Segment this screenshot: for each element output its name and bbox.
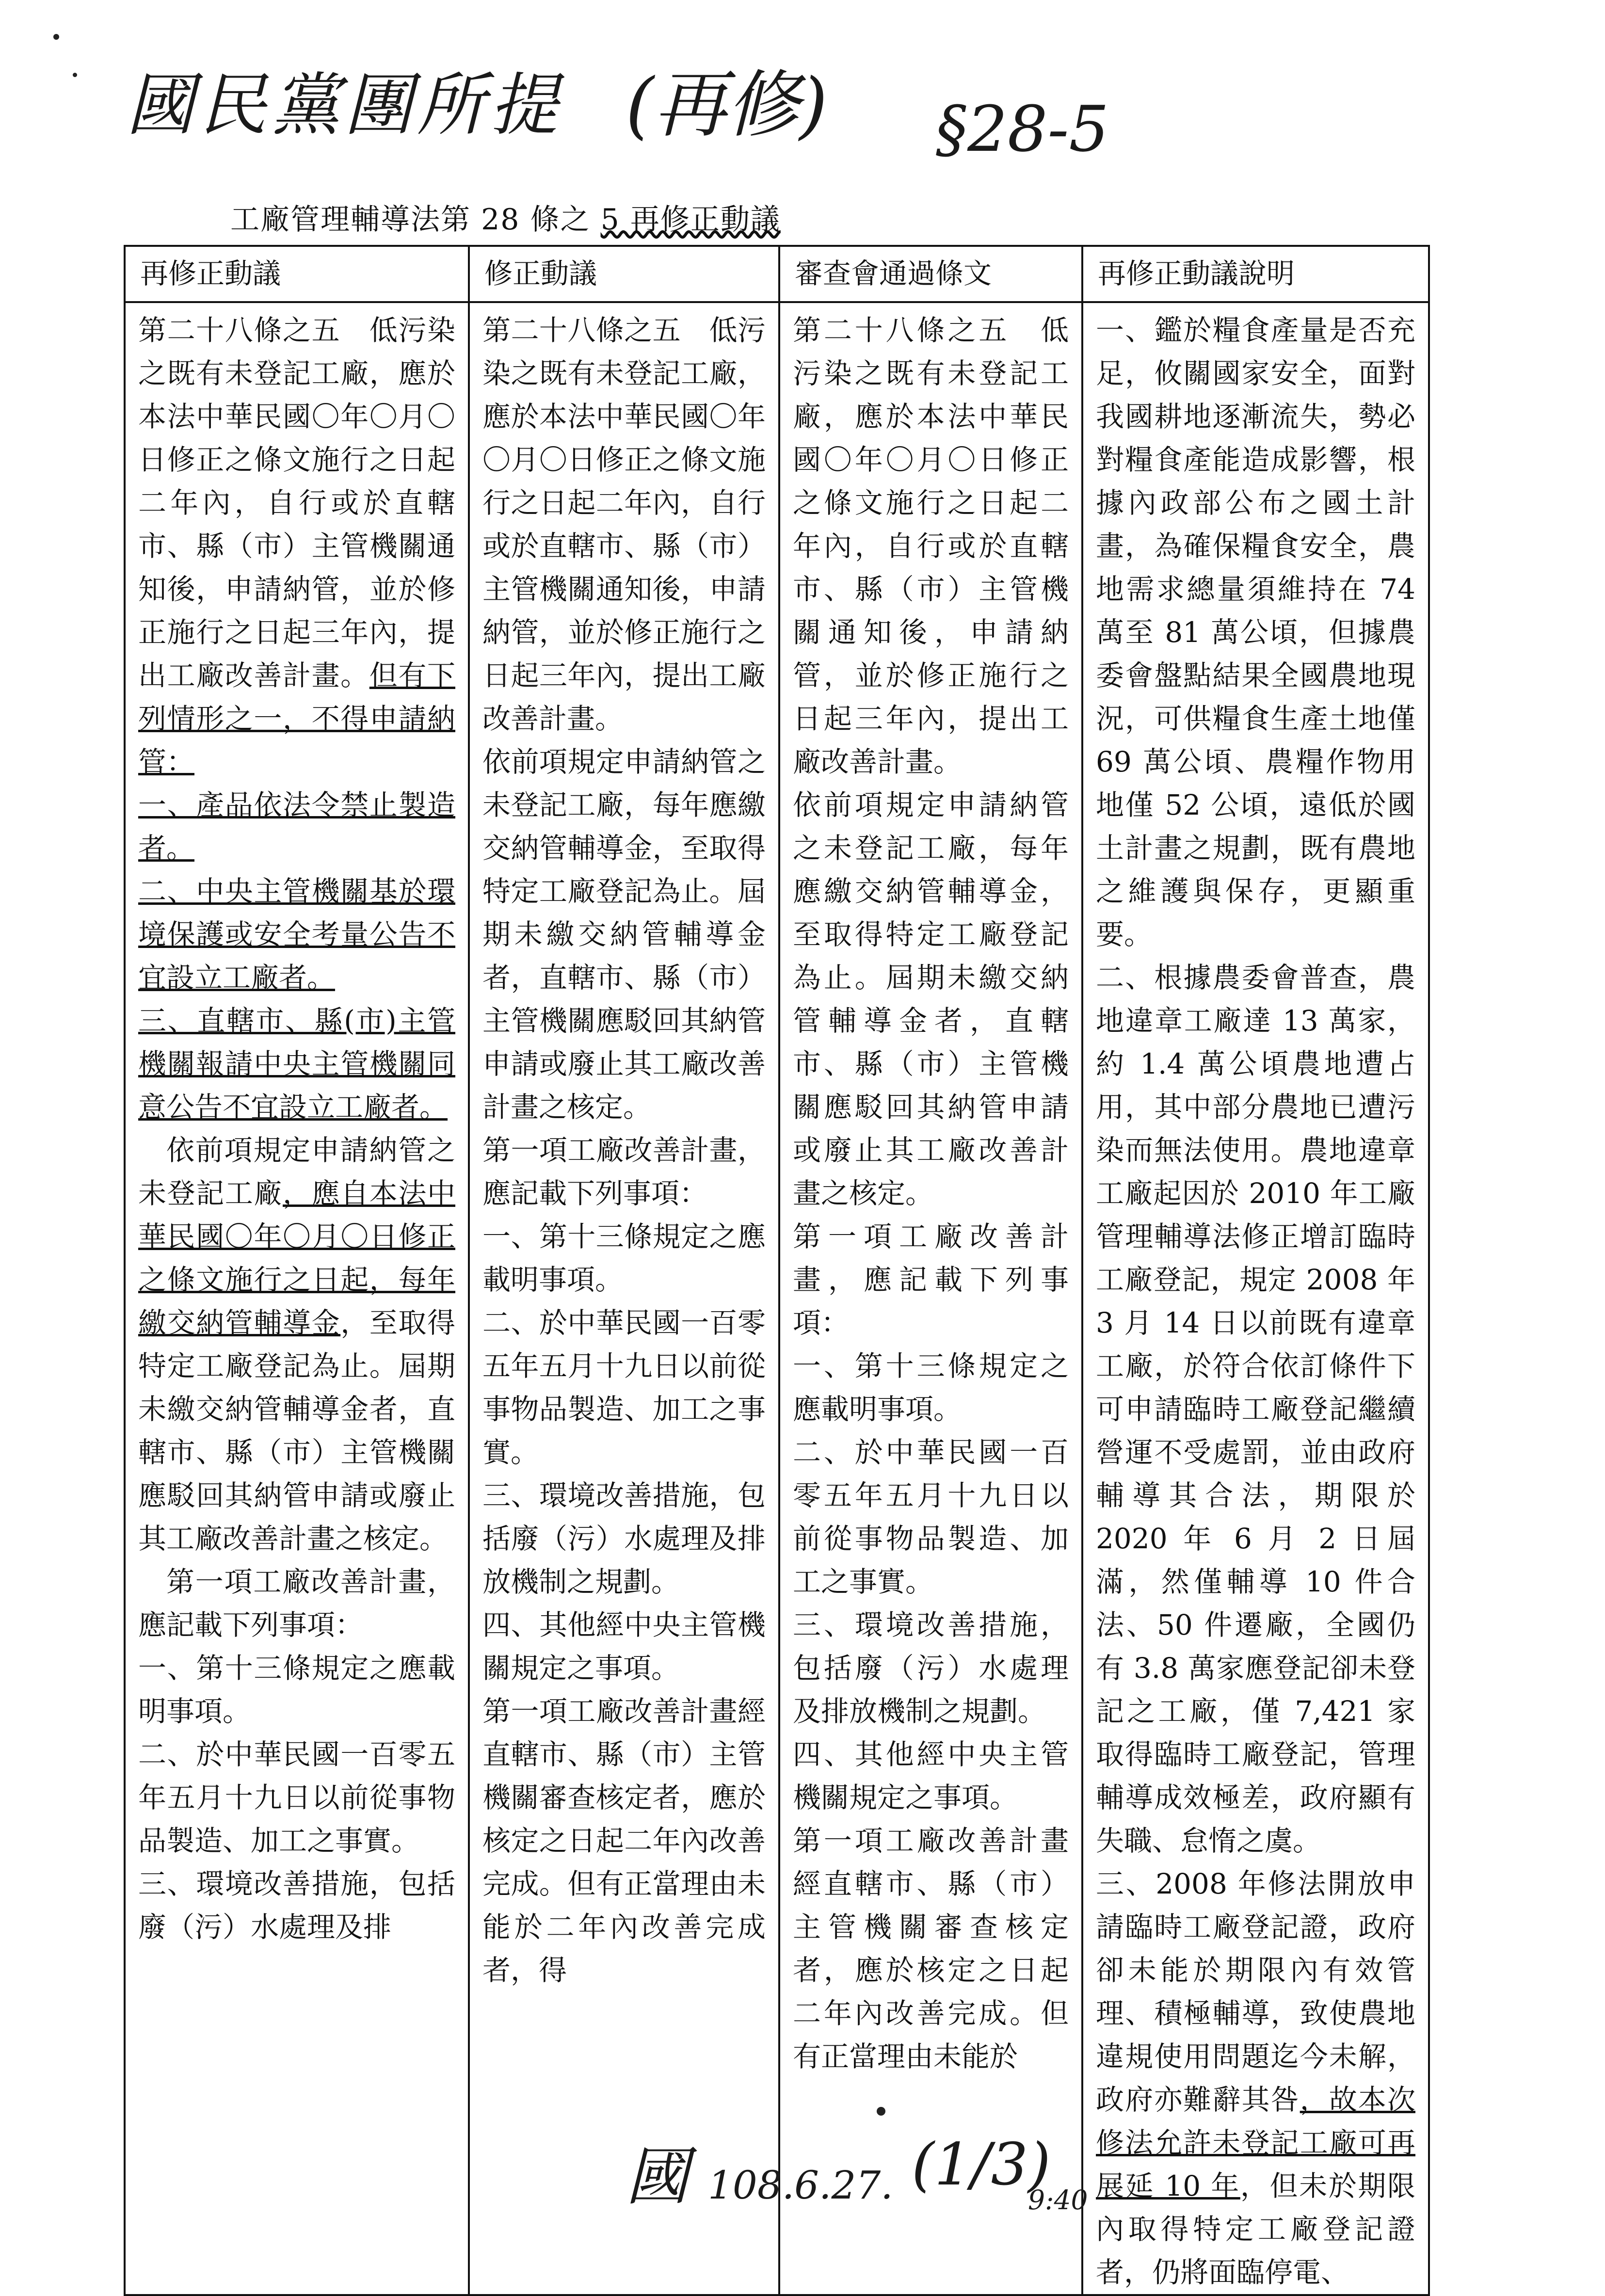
- handwritten-date: 108.6.27.: [708, 2163, 893, 2208]
- re-amendment-list-item: 一、第十三條規定之應載明事項。: [138, 1652, 455, 1728]
- column-header-explanation: 再修正動議說明: [1082, 246, 1429, 302]
- re-amendment-paragraph-3: 第一項工廠改善計畫，應記載下列事項：: [138, 1565, 455, 1641]
- handwritten-note-section: §28-5: [936, 92, 1109, 166]
- column-header-re-amendment: 再修正動議: [125, 246, 469, 302]
- re-amendment-underlined-clause: 但有下列情形之一，不得申請納管：: [138, 659, 455, 778]
- committee-paragraph-1: 第二十八條之五 低污染之既有未登記工廠，應於本法中華民國〇年〇月〇日修正之條文施行之日起二年內，自行或於直轄市、縣（市）主管機關通知後，申請納管，並於修正施行之日起三年內，提出工廠改善計畫。: [793, 314, 1069, 778]
- amendment-paragraph-1: 第二十八條之五 低污染之既有未登記工廠，應於本法中華民國〇年〇月〇日修正之條文施行之日起二年內，自行或於直轄市、縣（市）主管機關通知後，申請納管，並於修正施行之日起三年內，提出工廠改善計畫。: [482, 314, 766, 735]
- amendment-paragraph-2: 依前項規定申請納管之未登記工廠，每年應繳交納管輔導金，至取得特定工廠登記為止。屆期未繳交納管輔導金者，直轄市、縣（市）主管機關應駁回其納管申請或廢止其工廠改善計畫之核定。: [482, 745, 766, 1124]
- handwritten-receipt-mark: 國: [626, 2140, 689, 2214]
- committee-list-item: 二、於中華民國一百零五年五月十九日以前從事物品製造、加工之事實。: [793, 1436, 1069, 1598]
- explanation-point-2: 二、根據農委會普查，農地違章工廠達 13 萬家，約 1.4 萬公頃農地遭占用，其中部分農地已遭污染而無法使用。農地違章工廠起因於 2010 年工廠管理輔導法修正增訂臨時工廠登記，規定 2008 年 3 月 14 日以前既有違章工廠，於符合依訂條件下可申請臨時工廠登記繼續營運不受處罰，並由政府輔導其合法，期限於 2020 年 6 月 2 日屆滿，然僅輔導 10 件合法、50 件遷廠，全國仍有 3.8 萬家應登記卻未登記之工廠，僅 7,421 家取得臨時工廠登記，管理輔導成效極差，政府顯有失職、怠惰之虞。: [1096, 961, 1415, 1857]
- re-amendment-paragraph-2: 依前項規定申請納管之未登記工廠，應自本法中華民國〇年〇月〇日修正之條文施行之日起，每年繳交納管輔導金，至取得特定工廠登記為止。屆期未繳交納管輔導金者，直轄市、縣（市）主管機關應駁回其納管申請或廢止其工廠改善計畫之核定。: [138, 1134, 455, 1555]
- handwritten-note-revision: (再修): [626, 63, 828, 147]
- table-header-row: [125, 246, 1429, 302]
- title-underlined: 5 再修正動議: [600, 203, 781, 237]
- committee-list-item: 四、其他經中央主管機關規定之事項。: [793, 1738, 1069, 1814]
- handwritten-page-number: (1/3): [912, 2131, 1051, 2199]
- committee-list-item: 一、第十三條規定之應載明事項。: [793, 1349, 1069, 1426]
- amendment-list-item: 四、其他經中央主管機關規定之事項。: [482, 1608, 766, 1685]
- amendment-list-item: 二、於中華民國一百零五年五月十九日以前從事物品製造、加工之事實。: [482, 1306, 766, 1469]
- re-amendment-cell: [125, 302, 469, 2295]
- ink-mark: [73, 73, 77, 77]
- table-body-row: [125, 302, 1429, 2295]
- committee-list-item: 三、環境改善措施，包括廢（污）水處理及排放機制之規劃。: [793, 1608, 1069, 1728]
- re-amendment-list-item: 三、環境改善措施，包括廢（污）水處理及排: [138, 1867, 455, 1943]
- amendment-paragraph-3: 第一項工廠改善計畫，應記載下列事項：: [482, 1134, 766, 1210]
- re-amendment-list-item: 二、於中華民國一百零五年五月十九日以前從事物品製造、加工之事實。: [138, 1738, 455, 1857]
- document-title: [230, 196, 781, 238]
- amendment-list-item: 一、第十三條規定之應載明事項。: [482, 1220, 766, 1296]
- title-text: 工廠管理輔導法第 28 條之: [230, 203, 591, 237]
- re-amendment-item-3: 三、直轄市、縣(市)主管機關報請中央主管機關同意公告不宜設立工廠者。: [138, 1004, 455, 1124]
- amendment-list-item: 三、環境改善措施，包括廢（污）水處理及排放機制之規劃。: [482, 1479, 766, 1598]
- explanation-point-3: 三、2008 年修法開放申請臨時工廠登記證，政府卻未能於期限內有效管理、積極輔導，致使農地違規使用問題迄今未解，政府亦難辭其咎，故本次修法允許未登記工廠可再展延 10 年，但未於期限內取得特定工廠登記證者，仍將面臨停電、: [1096, 1867, 1415, 2289]
- re-amendment-item-1: 一、產品依法令禁止製造者。: [138, 788, 455, 865]
- explanation-point-1: 一、鑑於糧食產量是否充足，攸關國家安全，面對我國耕地逐漸流失，勢必對糧食產能造成影響，根據內政部公布之國土計畫，為確保糧食安全，農地需求總量須維持在 74 萬至 81 萬公頃，但據農委會盤點結果全國農地現況，可供糧食生產土地僅 69 萬公頃、農糧作物用地僅 52 公頃，遠低於國土計畫之規劃，既有農地之維護與保存，更顯重要。: [1096, 314, 1415, 951]
- column-header-committee-text: 審查會通過條文: [779, 246, 1082, 302]
- committee-paragraph-3: 第一項工廠改善計畫，應記載下列事項：: [793, 1220, 1069, 1339]
- amendment-cell: [469, 302, 779, 2295]
- explanation-cell: [1082, 302, 1429, 2295]
- re-amendment-item-2: 二、中央主管機關基於環境保護或安全考量公告不宜設立工廠者。: [138, 875, 455, 994]
- re-amendment-paragraph-1: 第二十八條之五 低污染之既有未登記工廠，應於本法中華民國〇年〇月〇日修正之條文施行之日起二年內，自行或於直轄市、縣（市）主管機關通知後，申請納管，並於修正施行之日起三年內，提出工廠改善計畫。但有下列情形之一，不得申請納管：: [138, 314, 455, 778]
- committee-paragraph-2: 依前項規定申請納管之未登記工廠，每年應繳交納管輔導金，至取得特定工廠登記為止。屆期未繳交納管輔導金者，直轄市、縣（市）主管機關應駁回其納管申請或廢止其工廠改善計畫之核定。: [793, 788, 1069, 1210]
- handwritten-time: 9:40: [1028, 2184, 1088, 2216]
- ink-mark: [53, 34, 59, 40]
- committee-text-cell: [779, 302, 1082, 2295]
- explanation-underlined-extension: ，故本次修法允許未登記工廠可再展延 10 年: [1096, 2083, 1415, 2202]
- column-header-amendment: 修正動議: [469, 246, 779, 302]
- re-amendment-underlined-fee: ，應自本法中華民國〇年〇月〇日修正之條文施行之日起，每年繳交納管輔導金: [138, 1177, 455, 1339]
- amendment-comparison-table: [124, 245, 1430, 2296]
- handwritten-note-header: 國民黨團所提: [126, 66, 563, 145]
- amendment-paragraph-4: 第一項工廠改善計畫經直轄市、縣（市）主管機關審查核定者，應於核定之日起二年內改善完成。但有正當理由未能於二年內改善完成者，得: [482, 1695, 766, 1987]
- committee-paragraph-4: 第一項工廠改善計畫經直轄市、縣（市）主管機關審查核定者，應於核定之日起二年內改善完成。但有正當理由未能於: [793, 1824, 1069, 2073]
